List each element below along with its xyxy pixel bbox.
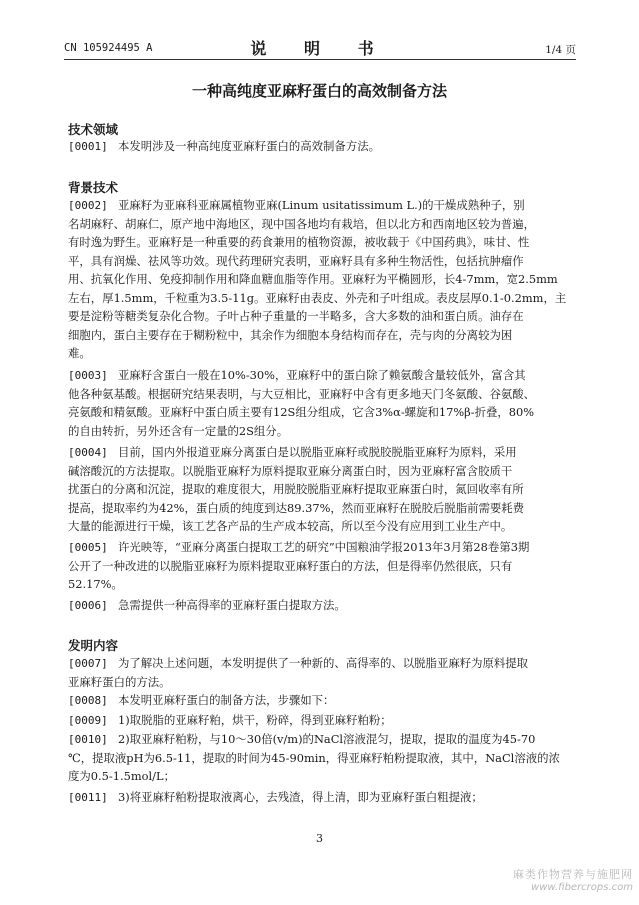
section-heading-background: 背景技术 [68, 180, 119, 195]
paragraph-text: 本发明亚麻籽蛋白的制备方法，步骤如下： [118, 693, 335, 707]
paragraph-number: [0005] [68, 541, 108, 554]
paragraph-0001 [68, 137, 578, 156]
paragraph-line: 用、抗氧化作用、免疫抑制作用和降血糖血脂等作用。亚麻籽为平椭圆形，长4-7mm，宽2.5mm [68, 272, 558, 286]
paragraph-line: ℃，提取液pH为6.5-11，提取的时间为45-90min，得亚麻籽粕粉提取液，其中，NaCl溶液的浓 [68, 750, 560, 765]
paragraph-line: 扰蛋白的分离和沉淀，提取的难度很大，用脱胶脱脂亚麻籽提取亚麻蛋白时，氮回收率有所 [68, 482, 524, 496]
paragraph-number: [0007] [68, 657, 108, 670]
paragraph-number: [0003] [68, 369, 108, 382]
paragraph-line [68, 443, 578, 462]
paragraph-text: 许光映等，“亚麻分离蛋白提取工艺的研究”中国粮油学报2013年3月第28卷第3期 [118, 540, 530, 554]
paragraph-line [68, 691, 578, 710]
section-heading-invention-content: 发明内容 [68, 638, 119, 653]
paragraph-line: 碱溶酸沉的方法提取。以脱脂亚麻籽为原料提取亚麻分离蛋白时，因为亚麻籽富含胶质干 [68, 463, 513, 478]
page-number: 3 [316, 832, 323, 845]
paragraph-number: [0001] [68, 140, 108, 153]
paragraph-line: 亚麻籽蛋白的方法。 [68, 674, 171, 689]
document-title: 一种高纯度亚麻籽蛋白的高效制备方法 [191, 82, 447, 100]
paragraph-line: 52.17%。 [68, 577, 123, 591]
paragraph-text: 目前，国内外报道亚麻分离蛋白是以脱脂亚麻籽或脱胶脱脂亚麻籽为原料，采用 [118, 445, 517, 459]
paragraph-0010 [68, 730, 578, 786]
paragraph-number: [0011] [68, 791, 108, 804]
paragraph-text: 2)取亚麻籽粕粉，与10～30倍(v/m)的NaCl溶液混匀，提取，提取的温度为45-70 [118, 732, 536, 746]
paragraph-line: 他各种氨基酸。根据研究结果表明，与大豆相比，亚麻籽中含有更多地天门冬氨酸、谷氨酸、 [68, 386, 536, 401]
paragraph-number: [0009] [68, 714, 108, 727]
paragraph-0011 [68, 788, 578, 807]
paragraph-text: 1)取脱脂的亚麻籽粕，烘干，粉碎，得到亚麻籽粕粉； [118, 713, 392, 727]
paragraph-line [68, 654, 578, 673]
paragraph-line: 细胞内，蛋白主要存在于糊粉粒中，其余作为细胞本身结构而存在，壳与肉的分离较为困 [68, 327, 513, 342]
paragraph-0009 [68, 711, 578, 730]
paragraph-0003 [68, 366, 578, 440]
paragraph-line: 亮氨酸和精氨酸。亚麻籽中蛋白质主要有12S组分组成，它含3%α-螺旋和17%β-折叠，80% [68, 405, 535, 419]
paragraph-line [68, 196, 578, 215]
paragraph-line: 的自由转折，另外还含有一定量的2S组分。 [68, 423, 289, 438]
paragraph-number: [0006] [68, 599, 108, 612]
paragraph-text: 为了解决上述问题，本发明提供了一种新的、高得率的、以脱脂亚麻籽为原料提取 [118, 656, 529, 670]
paragraph-number: [0002] [68, 199, 108, 212]
document-type: 说 明 书 [250, 39, 390, 58]
paragraph-line: 名胡麻籽、胡麻仁，原产地中海地区，现中国各地均有栽培，但以北方和西南地区较为普遍， [68, 216, 536, 231]
patent-number: CN 105924495 A [64, 42, 153, 54]
paragraph-0005 [68, 538, 578, 594]
paragraph-line [68, 538, 578, 557]
paragraph-text: 亚麻籽含蛋白一般在10%-30%，亚麻籽中的蛋白除了赖氨酸含量较低外，富含其 [118, 368, 526, 382]
paragraph-0004 [68, 443, 578, 536]
page-info: 1/4 页 [545, 44, 576, 56]
paragraph-line: 左右，厚1.5mm，千粒重为3.5-11g。亚麻籽由表皮、外壳和子叶组成。表皮层厚0.1-0.2mm，主 [68, 290, 567, 305]
paragraph-0008 [68, 691, 578, 710]
watermark-site-name: 麻类作物营养与施肥网 [513, 868, 633, 881]
paragraph-line: 公开了一种改进的以脱脂亚麻籽为原料提取亚麻籽蛋白的方法，但是得率仍然很底，只有 [68, 558, 513, 573]
paragraph-line: 度为0.5-1.5mol/L； [68, 769, 175, 783]
paragraph-line [68, 137, 578, 156]
paragraph-0006 [68, 596, 578, 615]
watermark-url: www.fibercrops.com [531, 882, 633, 893]
paragraph-number: [0008] [68, 694, 108, 707]
paragraph-text: 急需提供一种高得率的亚麻籽蛋白提取方法。 [118, 598, 346, 612]
paragraph-line [68, 596, 578, 615]
paragraph-line: 提高，提取率约为42%，蛋白质的纯度到达89.37%，然而亚麻籽在脱胶后脱脂前需要耗费 [68, 500, 525, 515]
paragraph-line [68, 711, 578, 730]
paragraph-number: [0010] [68, 733, 108, 746]
paragraph-line [68, 788, 578, 807]
paragraph-text: 3)将亚麻籽粕粉提取液离心，去残渣，得上清，即为亚麻籽蛋白粗提液； [118, 790, 483, 804]
watermark [513, 866, 633, 893]
paragraph-0007 [68, 654, 578, 691]
header-rule [64, 59, 576, 60]
page-header [64, 36, 576, 58]
paragraph-line: 有时逸为野生。亚麻籽是一种重要的药食兼用的植物资源，被收载于《中国药典》，味甘、性 [68, 235, 530, 249]
paragraph-line: 大量的能源进行干燥，该工艺各产品的生产成本较高，所以至今没有应用到工业生产中。 [68, 519, 513, 533]
paragraph-line: 平，具有润燥、祛风等功效。现代药理研究表明，亚麻籽具有多种生物活性，包括抗肿瘤作 [68, 253, 524, 268]
paragraph-0002 [68, 196, 578, 363]
paragraph-number: [0004] [68, 446, 108, 459]
paragraph-text: 本发明涉及一种高纯度亚麻籽蛋白的高效制备方法。 [118, 139, 380, 153]
paragraph-line [68, 730, 578, 749]
paragraph-text: 亚麻籽为亚麻科亚麻属植物亚麻(Linum usitatissimum L.)的干燥成熟种子，别 [118, 198, 525, 212]
section-heading-technical-field: 技术领域 [68, 122, 119, 137]
paragraph-line [68, 366, 578, 385]
paragraph-line: 要是淀粉等糖类复杂化合物。子叶占种子重量的一半略多，含大多数的油和蛋白质。油存在 [68, 309, 524, 323]
paragraph-line: 难。 [68, 346, 91, 360]
